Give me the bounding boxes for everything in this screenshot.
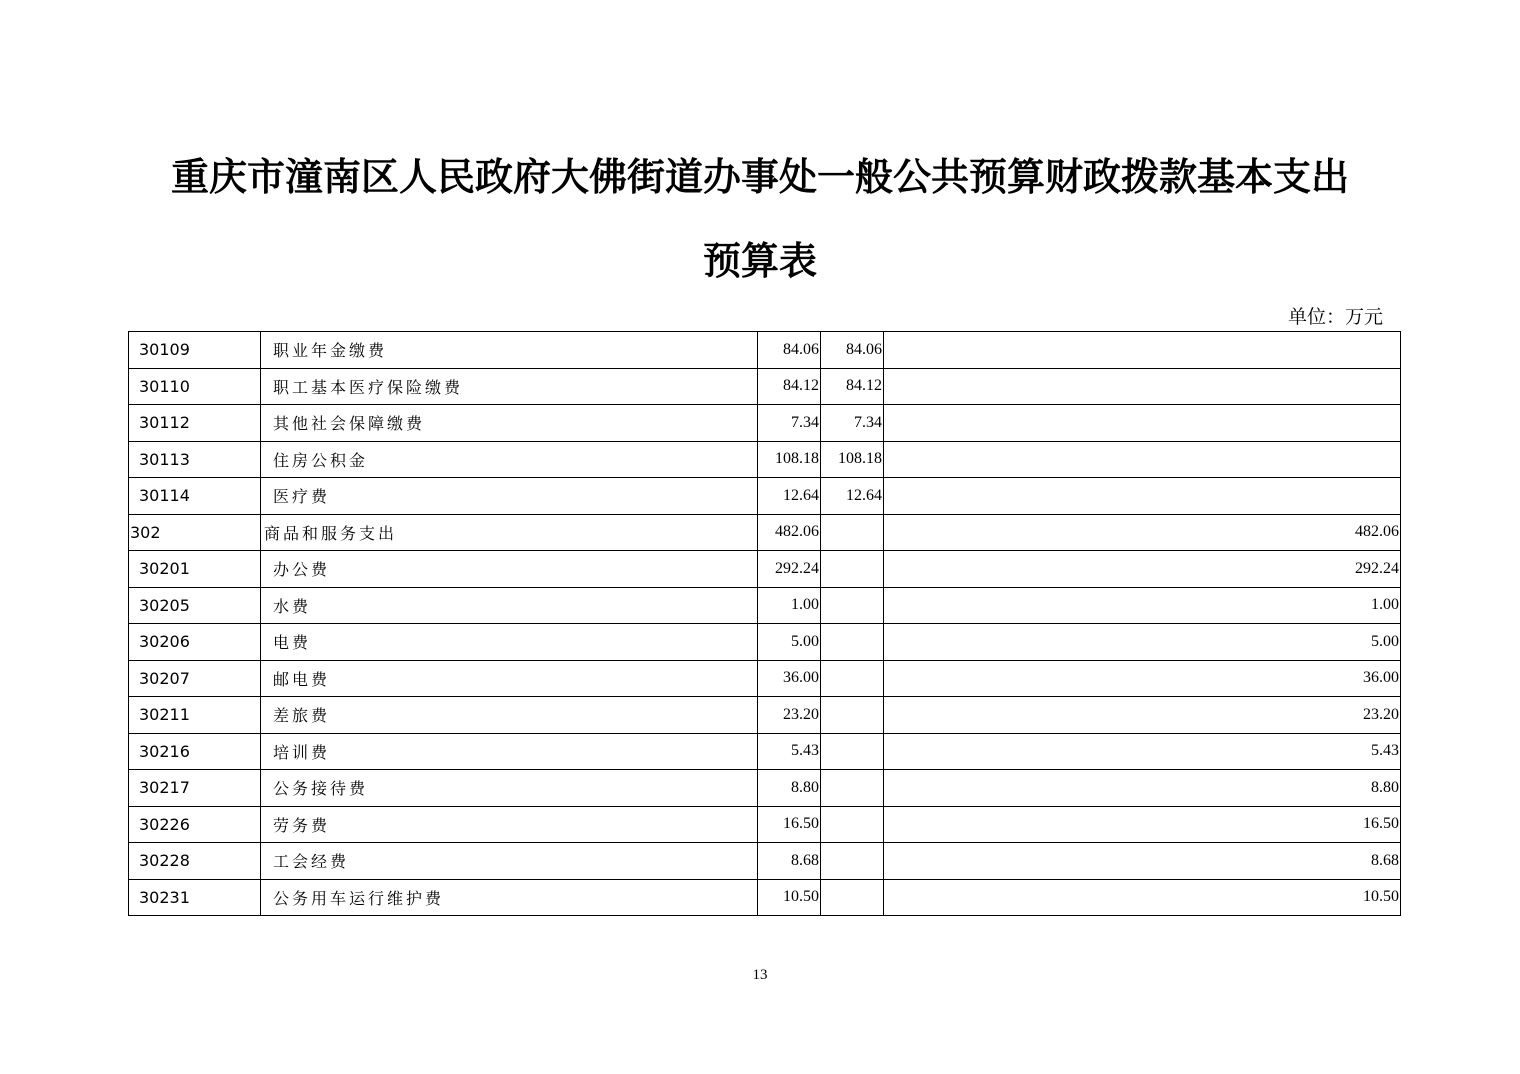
row-public-cell: 10.50 xyxy=(884,879,1401,916)
row-public-cell: 23.20 xyxy=(884,697,1401,734)
table-row xyxy=(129,514,1401,551)
row-code-cell: 30207 xyxy=(129,660,261,697)
row-total-cell: 10.50 xyxy=(758,879,821,916)
row-code-cell: 30109 xyxy=(129,332,261,369)
row-name-cell: 其他社会保障缴费 xyxy=(261,405,758,442)
table-row xyxy=(129,697,1401,734)
row-code-cell: 30216 xyxy=(129,733,261,770)
row-public-cell: 292.24 xyxy=(884,551,1401,588)
row-personnel-cell xyxy=(821,587,884,624)
row-public-cell xyxy=(884,405,1401,442)
row-total-cell: 8.80 xyxy=(758,770,821,807)
table-row xyxy=(129,478,1401,515)
row-total-cell: 1.00 xyxy=(758,587,821,624)
table-row xyxy=(129,332,1401,369)
row-name-cell: 办公费 xyxy=(261,551,758,588)
row-name-cell: 公务用车运行维护费 xyxy=(261,879,758,916)
row-personnel-cell xyxy=(821,697,884,734)
row-personnel-cell xyxy=(821,806,884,843)
row-total-cell: 5.00 xyxy=(758,624,821,661)
row-personnel-cell xyxy=(821,660,884,697)
row-personnel-cell xyxy=(821,624,884,661)
row-code-cell: 30231 xyxy=(129,879,261,916)
row-total-cell: 16.50 xyxy=(758,806,821,843)
row-code-cell: 30113 xyxy=(129,441,261,478)
row-total-cell: 482.06 xyxy=(758,514,821,551)
row-code-cell: 302 xyxy=(129,514,261,551)
row-total-cell: 23.20 xyxy=(758,697,821,734)
document-title: 重庆市潼南区人民政府大佛街道办事处一般公共预算财政拨款基本支出 xyxy=(170,154,1349,199)
row-personnel-cell xyxy=(821,733,884,770)
unit-label: 单位：万元 xyxy=(1288,306,1384,328)
row-public-cell xyxy=(884,368,1401,405)
row-name-cell: 邮电费 xyxy=(261,660,758,697)
row-total-cell: 84.06 xyxy=(758,332,821,369)
table-row xyxy=(129,368,1401,405)
row-personnel-cell xyxy=(821,843,884,880)
row-code-cell: 30112 xyxy=(129,405,261,442)
row-public-cell: 5.43 xyxy=(884,733,1401,770)
row-public-cell xyxy=(884,332,1401,369)
row-name-cell: 商品和服务支出 xyxy=(261,514,758,551)
row-personnel-cell: 108.18 xyxy=(821,441,884,478)
row-personnel-cell xyxy=(821,770,884,807)
row-personnel-cell: 84.06 xyxy=(821,332,884,369)
table-row xyxy=(129,587,1401,624)
row-personnel-cell xyxy=(821,879,884,916)
row-total-cell: 84.12 xyxy=(758,368,821,405)
table-row xyxy=(129,441,1401,478)
row-personnel-cell xyxy=(821,551,884,588)
row-public-cell: 36.00 xyxy=(884,660,1401,697)
row-personnel-cell xyxy=(821,514,884,551)
row-public-cell: 1.00 xyxy=(884,587,1401,624)
row-name-cell: 水费 xyxy=(261,587,758,624)
table-row xyxy=(129,624,1401,661)
row-name-cell: 公务接待费 xyxy=(261,770,758,807)
row-code-cell: 30206 xyxy=(129,624,261,661)
row-personnel-cell: 12.64 xyxy=(821,478,884,515)
row-code-cell: 30205 xyxy=(129,587,261,624)
row-code-cell: 30201 xyxy=(129,551,261,588)
row-name-cell: 差旅费 xyxy=(261,697,758,734)
row-public-cell: 16.50 xyxy=(884,806,1401,843)
row-name-cell: 住房公积金 xyxy=(261,441,758,478)
row-public-cell: 8.80 xyxy=(884,770,1401,807)
row-name-cell: 职工基本医疗保险缴费 xyxy=(261,368,758,405)
row-total-cell: 12.64 xyxy=(758,478,821,515)
budget-table xyxy=(128,331,1401,916)
row-public-cell xyxy=(884,441,1401,478)
budget-table-body xyxy=(129,332,1401,916)
row-public-cell: 482.06 xyxy=(884,514,1401,551)
row-total-cell: 108.18 xyxy=(758,441,821,478)
row-name-cell: 职业年金缴费 xyxy=(261,332,758,369)
row-code-cell: 30110 xyxy=(129,368,261,405)
row-public-cell xyxy=(884,478,1401,515)
row-public-cell: 5.00 xyxy=(884,624,1401,661)
row-code-cell: 30211 xyxy=(129,697,261,734)
table-row xyxy=(129,405,1401,442)
page-number: 13 xyxy=(752,967,768,983)
row-code-cell: 30228 xyxy=(129,843,261,880)
row-total-cell: 7.34 xyxy=(758,405,821,442)
row-code-cell: 30217 xyxy=(129,770,261,807)
row-total-cell: 8.68 xyxy=(758,843,821,880)
table-row xyxy=(129,551,1401,588)
document-title-continued: 预算表 xyxy=(702,238,817,283)
row-code-cell: 30114 xyxy=(129,478,261,515)
row-total-cell: 36.00 xyxy=(758,660,821,697)
row-name-cell: 劳务费 xyxy=(261,806,758,843)
row-public-cell: 8.68 xyxy=(884,843,1401,880)
row-name-cell: 培训费 xyxy=(261,733,758,770)
row-total-cell: 292.24 xyxy=(758,551,821,588)
row-personnel-cell: 84.12 xyxy=(821,368,884,405)
row-code-cell: 30226 xyxy=(129,806,261,843)
table-row xyxy=(129,879,1401,916)
table-row xyxy=(129,770,1401,807)
table-row xyxy=(129,806,1401,843)
row-name-cell: 医疗费 xyxy=(261,478,758,515)
row-total-cell: 5.43 xyxy=(758,733,821,770)
table-row xyxy=(129,733,1401,770)
table-row xyxy=(129,660,1401,697)
row-personnel-cell: 7.34 xyxy=(821,405,884,442)
row-name-cell: 电费 xyxy=(261,624,758,661)
row-name-cell: 工会经费 xyxy=(261,843,758,880)
table-row xyxy=(129,843,1401,880)
